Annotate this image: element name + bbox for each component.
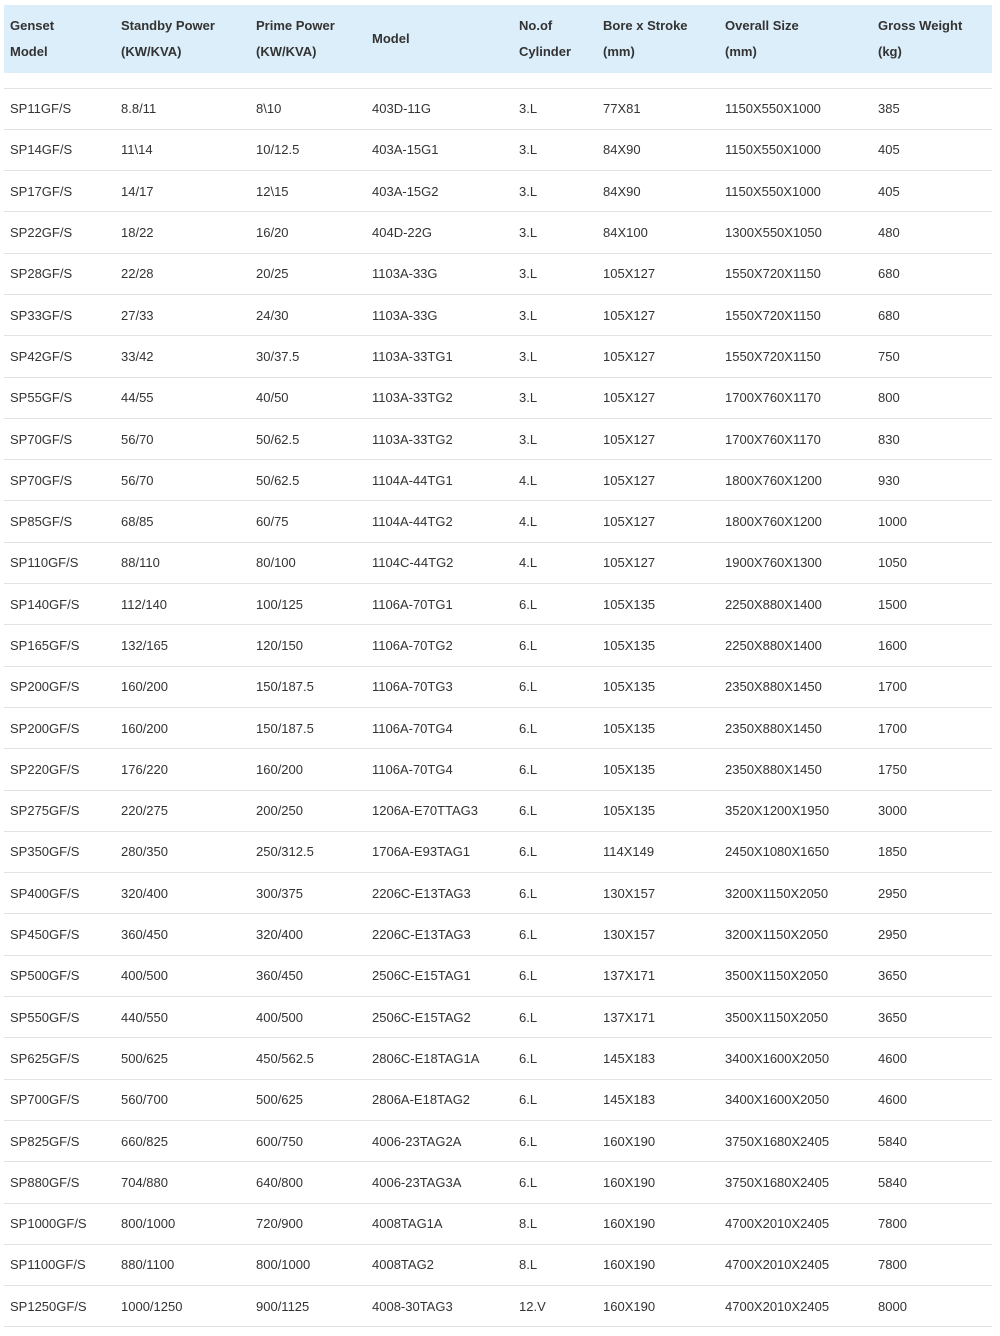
cell-cylinders: 6.L (513, 1079, 597, 1120)
table-row (4, 955, 992, 996)
header-engine-model (366, 5, 513, 73)
cell-cylinders: 6.L (513, 1120, 597, 1161)
cell-engine-model: 1106A-70TG2 (366, 625, 513, 666)
cell-gross-weight: 750 (872, 336, 992, 377)
table-row (4, 749, 992, 790)
cell-engine-model: 1106A-70TG1 (366, 584, 513, 625)
cell-overall-size: 3200X1150X2050 (719, 914, 872, 955)
cell-overall-size: 1550X720X1150 (719, 253, 872, 294)
header-line2: (kg) (878, 44, 902, 59)
cell-engine-model: 403A-15G1 (366, 129, 513, 170)
cell-cylinders: 3.L (513, 294, 597, 335)
cell-cylinders: 8.L (513, 1244, 597, 1285)
cell-standby-power: 800/1000 (115, 1203, 250, 1244)
table-row (4, 1203, 992, 1244)
cell-engine-model: 1103A-33TG1 (366, 336, 513, 377)
cell-overall-size: 1550X720X1150 (719, 294, 872, 335)
cell-bore-stroke: 160X190 (597, 1286, 719, 1327)
cell-cylinders: 6.L (513, 873, 597, 914)
cell-genset-model: SP275GF/S (4, 790, 115, 831)
cell-prime-power: 12\15 (250, 171, 366, 212)
header-line1: Bore x Stroke (603, 18, 688, 33)
cell-gross-weight: 1050 (872, 542, 992, 583)
table-row (4, 1286, 992, 1327)
cell-gross-weight: 800 (872, 377, 992, 418)
cell-overall-size: 4700X2010X2405 (719, 1286, 872, 1327)
cell-engine-model: 1104A-44TG1 (366, 460, 513, 501)
cell-gross-weight: 405 (872, 171, 992, 212)
table-row (4, 294, 992, 335)
cell-genset-model: SP200GF/S (4, 666, 115, 707)
cell-genset-model: SP1100GF/S (4, 1244, 115, 1285)
cell-overall-size: 1900X760X1300 (719, 542, 872, 583)
cell-genset-model: SP550GF/S (4, 997, 115, 1038)
table-row (4, 129, 992, 170)
table-row (4, 212, 992, 253)
cell-genset-model: SP110GF/S (4, 542, 115, 583)
cell-engine-model: 4008TAG1A (366, 1203, 513, 1244)
cell-overall-size: 2350X880X1450 (719, 707, 872, 748)
cell-overall-size: 1800X760X1200 (719, 501, 872, 542)
cell-gross-weight: 2950 (872, 873, 992, 914)
cell-gross-weight: 7800 (872, 1244, 992, 1285)
cell-standby-power: 8.8/11 (115, 88, 250, 129)
table-row (4, 1079, 992, 1120)
cell-bore-stroke: 145X183 (597, 1079, 719, 1120)
cell-overall-size: 2350X880X1450 (719, 666, 872, 707)
cell-bore-stroke: 160X190 (597, 1244, 719, 1285)
cell-engine-model: 4008-30TAG3 (366, 1286, 513, 1327)
cell-prime-power: 120/150 (250, 625, 366, 666)
cell-bore-stroke: 130X157 (597, 914, 719, 955)
cell-prime-power: 900/1125 (250, 1286, 366, 1327)
cell-genset-model: SP165GF/S (4, 625, 115, 666)
cell-genset-model: SP625GF/S (4, 1038, 115, 1079)
cell-cylinders: 3.L (513, 418, 597, 459)
cell-prime-power: 150/187.5 (250, 666, 366, 707)
cell-cylinders: 3.L (513, 88, 597, 129)
header-line1: Model (372, 31, 410, 46)
header-line2: (KW/KVA) (256, 44, 317, 59)
cell-standby-power: 704/880 (115, 1162, 250, 1203)
cell-genset-model: SP55GF/S (4, 377, 115, 418)
cell-overall-size: 3500X1150X2050 (719, 997, 872, 1038)
cell-gross-weight: 1500 (872, 584, 992, 625)
cell-bore-stroke: 105X135 (597, 584, 719, 625)
cell-genset-model: SP17GF/S (4, 171, 115, 212)
cell-prime-power: 600/750 (250, 1120, 366, 1161)
cell-genset-model: SP140GF/S (4, 584, 115, 625)
cell-overall-size: 1550X720X1150 (719, 336, 872, 377)
cell-genset-model: SP200GF/S (4, 707, 115, 748)
cell-overall-size: 2250X880X1400 (719, 625, 872, 666)
cell-overall-size: 1150X550X1000 (719, 129, 872, 170)
header-bore-stroke (597, 5, 719, 73)
cell-bore-stroke: 105X127 (597, 501, 719, 542)
cell-overall-size: 1150X550X1000 (719, 171, 872, 212)
cell-bore-stroke: 137X171 (597, 955, 719, 996)
cell-engine-model: 1103A-33G (366, 253, 513, 294)
cell-cylinders: 6.L (513, 914, 597, 955)
cell-genset-model: SP700GF/S (4, 1079, 115, 1120)
cell-genset-model: SP450GF/S (4, 914, 115, 955)
header-line1: Overall Size (725, 18, 799, 33)
cell-prime-power: 200/250 (250, 790, 366, 831)
cell-genset-model: SP11GF/S (4, 88, 115, 129)
cell-bore-stroke: 137X171 (597, 997, 719, 1038)
cell-engine-model: 1206A-E70TTAG3 (366, 790, 513, 831)
cell-bore-stroke: 160X190 (597, 1203, 719, 1244)
cell-standby-power: 11\14 (115, 129, 250, 170)
cell-bore-stroke: 114X149 (597, 831, 719, 872)
cell-gross-weight: 3000 (872, 790, 992, 831)
cell-prime-power: 100/125 (250, 584, 366, 625)
cell-gross-weight: 830 (872, 418, 992, 459)
cell-genset-model: SP70GF/S (4, 418, 115, 459)
cell-genset-model: SP28GF/S (4, 253, 115, 294)
cell-engine-model: 4006-23TAG2A (366, 1120, 513, 1161)
cell-standby-power: 44/55 (115, 377, 250, 418)
cell-cylinders: 6.L (513, 749, 597, 790)
cell-engine-model: 1104C-44TG2 (366, 542, 513, 583)
cell-prime-power: 800/1000 (250, 1244, 366, 1285)
cell-genset-model: SP500GF/S (4, 955, 115, 996)
cell-gross-weight: 480 (872, 212, 992, 253)
cell-genset-model: SP1000GF/S (4, 1203, 115, 1244)
cell-engine-model: 404D-22G (366, 212, 513, 253)
table-row (4, 501, 992, 542)
cell-gross-weight: 1700 (872, 707, 992, 748)
cell-overall-size: 1800X760X1200 (719, 460, 872, 501)
cell-bore-stroke: 105X127 (597, 336, 719, 377)
cell-standby-power: 14/17 (115, 171, 250, 212)
cell-bore-stroke: 130X157 (597, 873, 719, 914)
cell-prime-power: 80/100 (250, 542, 366, 583)
cell-gross-weight: 385 (872, 88, 992, 129)
table-row (4, 336, 992, 377)
cell-overall-size: 3750X1680X2405 (719, 1162, 872, 1203)
header-spacer (4, 73, 992, 88)
table-row (4, 1038, 992, 1079)
table-row (4, 377, 992, 418)
cell-standby-power: 27/33 (115, 294, 250, 335)
header-cylinders (513, 5, 597, 73)
cell-overall-size: 1150X550X1000 (719, 88, 872, 129)
cell-prime-power: 50/62.5 (250, 460, 366, 501)
cell-bore-stroke: 105X135 (597, 749, 719, 790)
cell-engine-model: 403A-15G2 (366, 171, 513, 212)
cell-genset-model: SP880GF/S (4, 1162, 115, 1203)
cell-standby-power: 320/400 (115, 873, 250, 914)
cell-standby-power: 400/500 (115, 955, 250, 996)
cell-bore-stroke: 105X135 (597, 625, 719, 666)
cell-cylinders: 6.L (513, 955, 597, 996)
cell-engine-model: 403D-11G (366, 88, 513, 129)
cell-gross-weight: 3650 (872, 955, 992, 996)
cell-cylinders: 6.L (513, 584, 597, 625)
header-line2: Cylinder (519, 44, 572, 59)
table-row (4, 1244, 992, 1285)
cell-bore-stroke: 105X127 (597, 377, 719, 418)
cell-standby-power: 660/825 (115, 1120, 250, 1161)
cell-gross-weight: 5840 (872, 1120, 992, 1161)
cell-gross-weight: 1850 (872, 831, 992, 872)
genset-spec-table (4, 5, 992, 1327)
cell-cylinders: 6.L (513, 707, 597, 748)
cell-genset-model: SP1250GF/S (4, 1286, 115, 1327)
cell-overall-size: 2250X880X1400 (719, 584, 872, 625)
cell-genset-model: SP22GF/S (4, 212, 115, 253)
cell-standby-power: 560/700 (115, 1079, 250, 1120)
cell-prime-power: 300/375 (250, 873, 366, 914)
cell-engine-model: 1706A-E93TAG1 (366, 831, 513, 872)
cell-standby-power: 176/220 (115, 749, 250, 790)
header-standby-power (115, 5, 250, 73)
cell-engine-model: 1103A-33G (366, 294, 513, 335)
cell-overall-size: 3400X1600X2050 (719, 1038, 872, 1079)
table-row (4, 88, 992, 129)
cell-bore-stroke: 105X127 (597, 418, 719, 459)
cell-engine-model: 4006-23TAG3A (366, 1162, 513, 1203)
cell-cylinders: 3.L (513, 129, 597, 170)
cell-gross-weight: 4600 (872, 1038, 992, 1079)
cell-bore-stroke: 105X127 (597, 460, 719, 501)
table-row (4, 997, 992, 1038)
cell-cylinders: 6.L (513, 831, 597, 872)
cell-engine-model: 2206C-E13TAG3 (366, 873, 513, 914)
table-row (4, 460, 992, 501)
cell-cylinders: 6.L (513, 625, 597, 666)
cell-overall-size: 3750X1680X2405 (719, 1120, 872, 1161)
cell-standby-power: 280/350 (115, 831, 250, 872)
header-line1: No.of (519, 18, 553, 33)
cell-overall-size: 3400X1600X2050 (719, 1079, 872, 1120)
table-header (4, 5, 992, 73)
table-row (4, 625, 992, 666)
cell-gross-weight: 5840 (872, 1162, 992, 1203)
cell-prime-power: 30/37.5 (250, 336, 366, 377)
header-row (4, 5, 992, 73)
cell-bore-stroke: 84X100 (597, 212, 719, 253)
table-row (4, 584, 992, 625)
cell-cylinders: 4.L (513, 460, 597, 501)
cell-cylinders: 6.L (513, 790, 597, 831)
cell-prime-power: 8\10 (250, 88, 366, 129)
cell-gross-weight: 8000 (872, 1286, 992, 1327)
cell-prime-power: 10/12.5 (250, 129, 366, 170)
cell-engine-model: 1106A-70TG4 (366, 707, 513, 748)
cell-bore-stroke: 105X127 (597, 294, 719, 335)
cell-cylinders: 4.L (513, 542, 597, 583)
cell-gross-weight: 1700 (872, 666, 992, 707)
cell-genset-model: SP14GF/S (4, 129, 115, 170)
cell-gross-weight: 1750 (872, 749, 992, 790)
cell-gross-weight: 3650 (872, 997, 992, 1038)
cell-bore-stroke: 105X127 (597, 542, 719, 583)
table-body (4, 73, 992, 1327)
cell-standby-power: 1000/1250 (115, 1286, 250, 1327)
cell-cylinders: 6.L (513, 666, 597, 707)
cell-prime-power: 640/800 (250, 1162, 366, 1203)
cell-prime-power: 16/20 (250, 212, 366, 253)
cell-engine-model: 1103A-33TG2 (366, 418, 513, 459)
cell-bore-stroke: 84X90 (597, 129, 719, 170)
table-row (4, 1162, 992, 1203)
header-gross-weight (872, 5, 992, 73)
header-line1: Gross Weight (878, 18, 963, 33)
cell-standby-power: 500/625 (115, 1038, 250, 1079)
cell-prime-power: 320/400 (250, 914, 366, 955)
table-row (4, 666, 992, 707)
cell-genset-model: SP825GF/S (4, 1120, 115, 1161)
cell-genset-model: SP42GF/S (4, 336, 115, 377)
cell-standby-power: 440/550 (115, 997, 250, 1038)
cell-cylinders: 3.L (513, 253, 597, 294)
header-genset-model (4, 5, 115, 73)
cell-gross-weight: 405 (872, 129, 992, 170)
cell-prime-power: 250/312.5 (250, 831, 366, 872)
header-line2: (KW/KVA) (121, 44, 182, 59)
cell-prime-power: 40/50 (250, 377, 366, 418)
cell-genset-model: SP220GF/S (4, 749, 115, 790)
cell-prime-power: 24/30 (250, 294, 366, 335)
cell-overall-size: 4700X2010X2405 (719, 1203, 872, 1244)
cell-engine-model: 1106A-70TG4 (366, 749, 513, 790)
cell-standby-power: 132/165 (115, 625, 250, 666)
cell-engine-model: 1103A-33TG2 (366, 377, 513, 418)
header-line1: Prime Power (256, 18, 335, 33)
cell-bore-stroke: 160X190 (597, 1120, 719, 1161)
cell-standby-power: 220/275 (115, 790, 250, 831)
cell-overall-size: 1300X550X1050 (719, 212, 872, 253)
table-row (4, 171, 992, 212)
header-overall-size (719, 5, 872, 73)
table-row (4, 914, 992, 955)
cell-overall-size: 3500X1150X2050 (719, 955, 872, 996)
table-row (4, 418, 992, 459)
cell-genset-model: SP400GF/S (4, 873, 115, 914)
table-row (4, 831, 992, 872)
cell-prime-power: 50/62.5 (250, 418, 366, 459)
cell-standby-power: 880/1100 (115, 1244, 250, 1285)
table-row (4, 253, 992, 294)
cell-overall-size: 1700X760X1170 (719, 418, 872, 459)
cell-overall-size: 3200X1150X2050 (719, 873, 872, 914)
cell-cylinders: 3.L (513, 171, 597, 212)
header-line1: Standby Power (121, 18, 215, 33)
table-row (4, 1120, 992, 1161)
header-line2: Model (10, 44, 48, 59)
cell-standby-power: 56/70 (115, 418, 250, 459)
cell-prime-power: 360/450 (250, 955, 366, 996)
cell-engine-model: 1106A-70TG3 (366, 666, 513, 707)
cell-cylinders: 3.L (513, 336, 597, 377)
cell-cylinders: 3.L (513, 377, 597, 418)
cell-engine-model: 4008TAG2 (366, 1244, 513, 1285)
cell-overall-size: 2450X1080X1650 (719, 831, 872, 872)
header-line2: (mm) (725, 44, 757, 59)
cell-bore-stroke: 84X90 (597, 171, 719, 212)
cell-standby-power: 112/140 (115, 584, 250, 625)
cell-bore-stroke: 160X190 (597, 1162, 719, 1203)
cell-prime-power: 150/187.5 (250, 707, 366, 748)
cell-prime-power: 20/25 (250, 253, 366, 294)
cell-bore-stroke: 105X135 (597, 790, 719, 831)
cell-bore-stroke: 105X127 (597, 253, 719, 294)
cell-bore-stroke: 105X135 (597, 707, 719, 748)
cell-cylinders: 4.L (513, 501, 597, 542)
cell-standby-power: 18/22 (115, 212, 250, 253)
cell-genset-model: SP33GF/S (4, 294, 115, 335)
cell-overall-size: 2350X880X1450 (719, 749, 872, 790)
cell-engine-model: 2506C-E15TAG1 (366, 955, 513, 996)
cell-prime-power: 400/500 (250, 997, 366, 1038)
cell-cylinders: 12.V (513, 1286, 597, 1327)
cell-gross-weight: 1000 (872, 501, 992, 542)
cell-standby-power: 56/70 (115, 460, 250, 501)
cell-cylinders: 6.L (513, 997, 597, 1038)
cell-engine-model: 2506C-E15TAG2 (366, 997, 513, 1038)
cell-bore-stroke: 145X183 (597, 1038, 719, 1079)
cell-gross-weight: 2950 (872, 914, 992, 955)
cell-prime-power: 60/75 (250, 501, 366, 542)
cell-bore-stroke: 105X135 (597, 666, 719, 707)
cell-genset-model: SP85GF/S (4, 501, 115, 542)
cell-bore-stroke: 77X81 (597, 88, 719, 129)
cell-overall-size: 4700X2010X2405 (719, 1244, 872, 1285)
cell-standby-power: 360/450 (115, 914, 250, 955)
header-line1: Genset (10, 18, 55, 33)
cell-prime-power: 720/900 (250, 1203, 366, 1244)
cell-cylinders: 8.L (513, 1203, 597, 1244)
cell-standby-power: 160/200 (115, 707, 250, 748)
cell-genset-model: SP70GF/S (4, 460, 115, 501)
cell-engine-model: 2206C-E13TAG3 (366, 914, 513, 955)
cell-gross-weight: 4600 (872, 1079, 992, 1120)
cell-engine-model: 2806C-E18TAG1A (366, 1038, 513, 1079)
table-row (4, 790, 992, 831)
table-row (4, 542, 992, 583)
cell-prime-power: 160/200 (250, 749, 366, 790)
cell-gross-weight: 7800 (872, 1203, 992, 1244)
cell-gross-weight: 680 (872, 294, 992, 335)
cell-gross-weight: 1600 (872, 625, 992, 666)
cell-standby-power: 22/28 (115, 253, 250, 294)
table-row (4, 873, 992, 914)
cell-prime-power: 450/562.5 (250, 1038, 366, 1079)
cell-cylinders: 6.L (513, 1162, 597, 1203)
cell-standby-power: 160/200 (115, 666, 250, 707)
cell-prime-power: 500/625 (250, 1079, 366, 1120)
cell-engine-model: 2806A-E18TAG2 (366, 1079, 513, 1120)
cell-engine-model: 1104A-44TG2 (366, 501, 513, 542)
cell-cylinders: 6.L (513, 1038, 597, 1079)
cell-gross-weight: 930 (872, 460, 992, 501)
table-row (4, 707, 992, 748)
cell-standby-power: 33/42 (115, 336, 250, 377)
cell-gross-weight: 680 (872, 253, 992, 294)
cell-standby-power: 88/110 (115, 542, 250, 583)
cell-overall-size: 1700X760X1170 (719, 377, 872, 418)
cell-overall-size: 3520X1200X1950 (719, 790, 872, 831)
cell-genset-model: SP350GF/S (4, 831, 115, 872)
header-line2: (mm) (603, 44, 635, 59)
cell-standby-power: 68/85 (115, 501, 250, 542)
header-prime-power (250, 5, 366, 73)
cell-cylinders: 3.L (513, 212, 597, 253)
